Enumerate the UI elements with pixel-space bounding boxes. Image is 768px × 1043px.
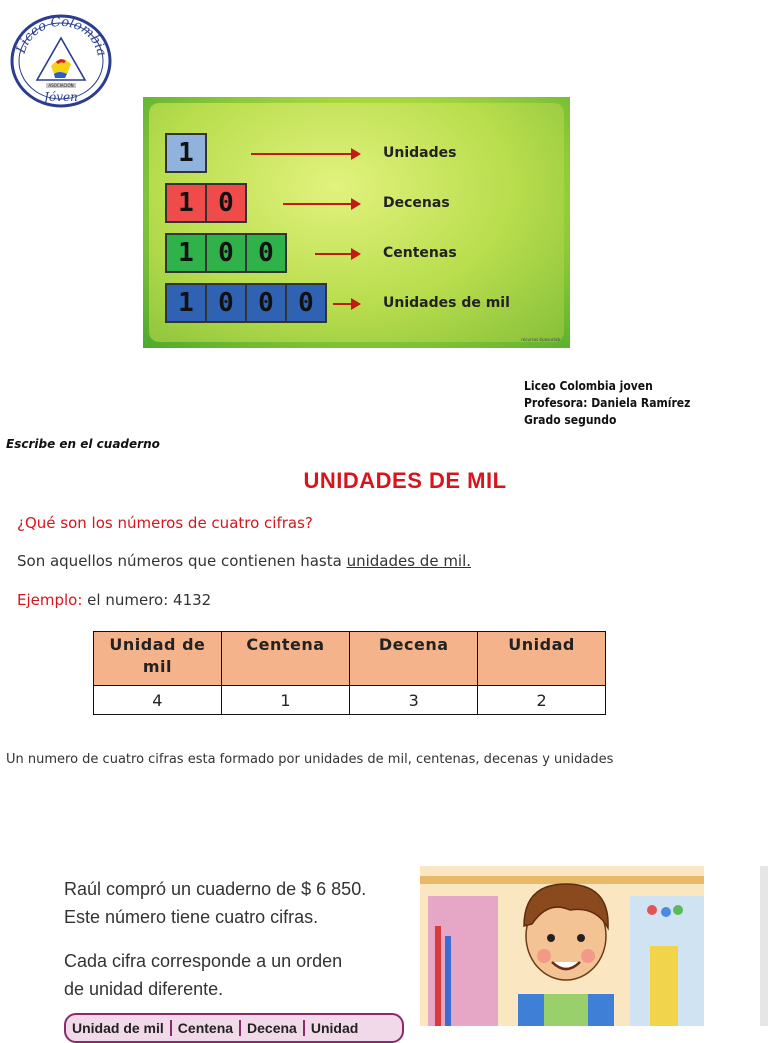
arrow-icon (333, 303, 359, 305)
logo-top-text: Liceo Colombia (13, 14, 109, 58)
book-line: de unidad diferente. (64, 979, 224, 999)
value-cell: 2 (478, 686, 606, 715)
grade-label: Grado segundo (524, 413, 617, 427)
banner-label: Decenas (383, 195, 450, 211)
banner-digit: 0 (207, 185, 245, 221)
banner-digit-row (165, 233, 287, 273)
arrow-icon (315, 253, 359, 255)
banner-digit: 0 (287, 285, 325, 321)
value-cell: 3 (350, 686, 478, 715)
header-cell: Unidad de mil (94, 632, 222, 686)
banner-label: Unidades (383, 145, 457, 161)
banner-digit-row (165, 283, 327, 323)
arrow-icon (283, 203, 359, 205)
pill-cell: Unidad de mil (66, 1020, 172, 1036)
banner-digit: 1 (167, 235, 207, 271)
banner-label: Unidades de mil (383, 295, 510, 311)
book-line: Raúl compró un cuaderno de $ 6 850. (64, 879, 367, 899)
table-row (94, 686, 606, 715)
banner-digit: 1 (167, 185, 207, 221)
banner-digit: 1 (167, 285, 207, 321)
header-cell: Centena (221, 632, 349, 686)
header-cell: Decena (350, 632, 478, 686)
school-logo (10, 14, 112, 108)
example-text (17, 591, 211, 609)
pill-cell: Unidad (310, 1020, 359, 1036)
answer-prefix: Son aquellos números que contienen hasta (17, 552, 347, 570)
school-name: Liceo Colombia joven (524, 379, 653, 393)
banner-digit: 1 (167, 135, 205, 171)
value-cell: 1 (221, 686, 349, 715)
example-value: el numero: 4132 (82, 591, 212, 609)
place-value-table (93, 631, 606, 715)
page-edge (760, 866, 768, 1026)
pill-cell: Centena (172, 1020, 241, 1036)
banner-digit: 0 (247, 235, 285, 271)
answer-underlined: unidades de mil. (346, 552, 472, 570)
banner-digit: 0 (207, 285, 247, 321)
question-text: ¿Qué son los números de cuatro cifras? (17, 514, 313, 532)
banner-digit-row (165, 133, 207, 173)
arrow-icon (251, 153, 359, 155)
textbook-excerpt (64, 875, 366, 1003)
value-cell: 4 (94, 686, 222, 715)
book-line: Este número tiene cuatro cifras. (64, 907, 319, 927)
banner-digit: 0 (207, 235, 247, 271)
page-title: UNIDADES DE MIL (303, 468, 507, 493)
teacher-name: Profesora: Daniela Ramírez (524, 396, 691, 410)
example-label: Ejemplo: (17, 591, 83, 609)
banner-digit-row (165, 183, 247, 223)
header-cell: Unidad (478, 632, 606, 686)
instruction-text: Escribe en el cuaderno (6, 437, 160, 451)
order-pill (64, 1013, 404, 1043)
banner-label: Centenas (383, 245, 457, 261)
banner-digit: 0 (247, 285, 287, 321)
logo-bottom-text: Jóven (44, 90, 78, 104)
summary-text: Un numero de cuatro cifras esta formado por unidades de mil, centenas, decenas y unidades (6, 752, 614, 767)
table-header-row (94, 632, 606, 686)
book-line: Cada cifra corresponde a un orden (64, 951, 343, 971)
banner-credit: recursos.tiposuslab (521, 337, 560, 342)
pill-cell: Decena (241, 1020, 305, 1036)
header-info (524, 378, 690, 429)
boy-illustration (420, 866, 704, 1026)
logo-ribbon-text: ASOCIACIÓN (48, 83, 74, 88)
answer-text (17, 552, 471, 570)
place-value-banner (143, 97, 570, 348)
